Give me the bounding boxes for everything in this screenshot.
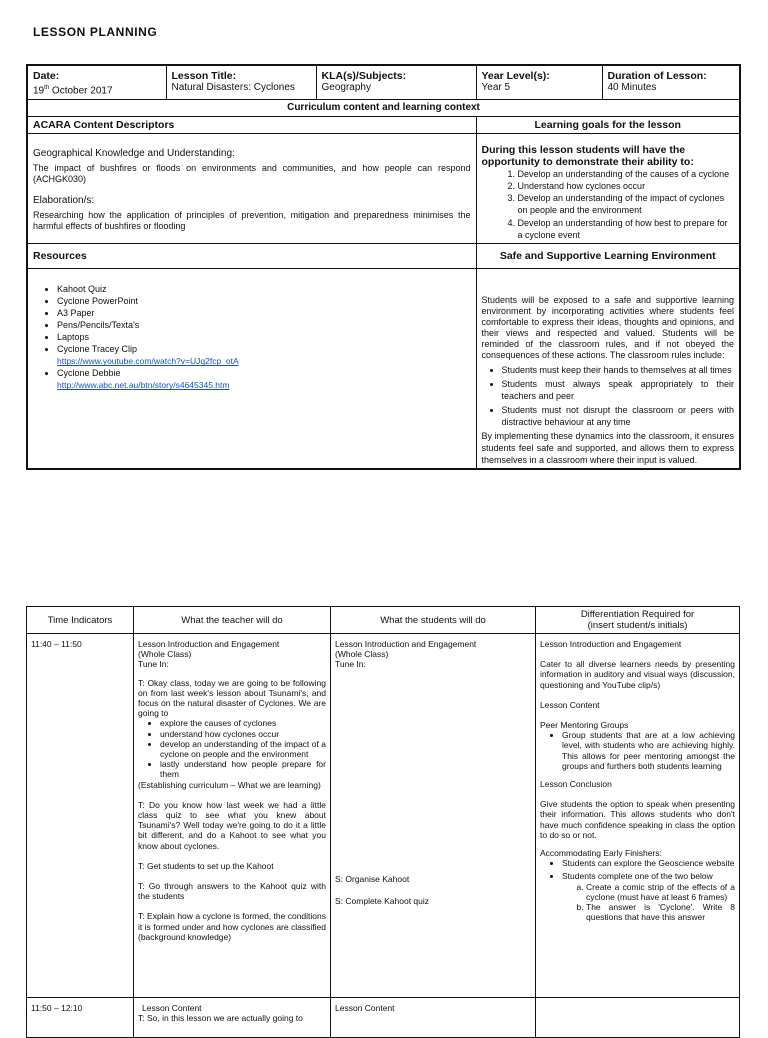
table-row <box>27 634 740 998</box>
list-item: 2. Understand how cyclones occur <box>518 180 735 192</box>
duration-value: 40 Minutes <box>607 82 657 93</box>
resources-list <box>33 283 471 391</box>
lesson-title-cell <box>166 65 316 100</box>
resources-cell <box>27 269 476 470</box>
lesson-overview-table <box>26 64 741 470</box>
list-item: • Group students that are at a low achieving level, with students who are achieving highly. This allows for peer mentoring amongst the groups and furthers both students learning <box>562 730 735 771</box>
duration-cell <box>602 65 740 100</box>
lesson-details-row <box>27 65 740 100</box>
list-item: a. Create a comic strip of the effects of a cyclone (must have at least 6 frames) <box>586 882 735 902</box>
gk-title: Geographical Knowledge and Understanding: <box>33 148 235 160</box>
list-item: • explore the causes of cyclones <box>160 718 326 728</box>
teacher-cell: Lesson Introduction and Engagement (Whole Class) Tune In: T: Okay class, today we are going to be following on from last week's lesson about Tsunami's, and focus on the natural disaster of Cyclones. We are going to • explore the causes of cyclones • understand how cyclones occur • develop an understanding of the impact of a cyclone on people and the environment • lastly understand how people prepare for them (Establishing curriculum – What we are learning) T: Do you know how last week we had a little class quiz to see what you knew about Tsunami's? Well today we're going to do it a little bit different, and do a Kahoot to see what you know about cyclones. T: Get students to set up the Kahoot T: Go through answers to the Kahoot quiz with the students T: Explain how a cyclone is formed, the conditions it is formed under and how cyclones are classified (background knowledge) <box>134 634 331 998</box>
list-item <box>57 367 471 391</box>
teacher-intro-text: T: Okay class, today we are going to be following on from last week's lesson about Tsunami's, and focus on the natural disaster of Cyclones. We are going to <box>138 677 326 719</box>
safe-intro: Students will be exposed to a safe and supportive learning environment by incorporating activities where students feel comfortable to express their ideas, thoughts and opinions, and their views and respected and valued. Students will be reminded of the classroom rules, and if not obeyed the consequences of these actions. The classroom rules include: <box>481 295 734 361</box>
early-finishers-list <box>540 858 735 922</box>
list-item: b. The answer is 'Cyclone'. Write 8 questions that have this answer <box>586 902 735 922</box>
clip-link[interactable]: http://www.abc.net.au/btn/story/s4645345.htm <box>57 380 230 391</box>
early-finisher-options <box>562 882 735 923</box>
students-phase-title: Lesson Introduction and Engagement <box>335 639 477 649</box>
learning-goals-cell <box>476 134 740 244</box>
peer-mentoring-list <box>540 730 735 771</box>
teacher-phase-title: Lesson Introduction and Engagement <box>138 639 280 649</box>
list-item: • develop an understanding of the impact of a cyclone on people and the environment <box>160 739 326 759</box>
classroom-rules-list <box>482 364 735 428</box>
lesson-title-label: Lesson Title: <box>171 70 237 82</box>
document-title: LESSON PLANNING <box>33 25 158 39</box>
students-cell: Lesson Introduction and Engagement (Whole Class) Tune In: S: Organise Kahoot S: Complete Kahoot quiz <box>331 634 536 998</box>
acara-heading: ACARA Content Descriptors <box>27 117 476 134</box>
students-cell <box>331 998 536 1038</box>
list-item: 3. Develop an understanding of the impact of cyclones on people and the environment <box>518 192 735 216</box>
list-item: • A3 Paper <box>57 307 471 319</box>
curriculum-heading: Curriculum content and learning context <box>27 100 740 117</box>
students-phase-title: Lesson Content <box>335 1003 395 1013</box>
elaboration-text: Researching how the application of principles of prevention, mitigation and preparedness minimises the harmful effects of bushfires or flooding <box>33 210 471 232</box>
differentiation-cell <box>536 998 740 1038</box>
list-item: • Students can explore the Geoscience website <box>562 858 735 868</box>
list-item: • Students must not disrupt the classroom or peers with distractive behaviour at any time <box>502 404 735 428</box>
year-level-cell <box>476 65 602 100</box>
clip-label: • Cyclone Tracey Clip <box>57 344 138 355</box>
teacher-objectives-list <box>138 718 326 779</box>
clip-label: • Cyclone Debbie <box>57 368 121 379</box>
list-item <box>57 343 471 367</box>
list-item: • Pens/Pencils/Texta's <box>57 319 471 331</box>
list-item: • Kahoot Quiz <box>57 283 471 295</box>
year-level-label: Year Level(s): <box>481 70 550 82</box>
duration-label: Duration of Lesson: <box>607 70 707 82</box>
goals-list <box>482 168 735 241</box>
list-item: • Cyclone PowerPoint <box>57 295 471 307</box>
elaboration-title: Elaboration/s: <box>33 195 95 207</box>
date-label: Date: <box>33 70 60 82</box>
teacher-phase-title: Lesson Content <box>142 1003 202 1013</box>
col-header-teacher: What the teacher will do <box>134 607 331 634</box>
resources-heading: Resources <box>27 244 476 269</box>
col-header-students: What the students will do <box>331 607 536 634</box>
lesson-title-value: Natural Disasters: Cyclones <box>171 82 295 93</box>
gk-text: The impact of bushfires or floods on environments and communities, and how people can respond (ACHGK030) <box>33 163 471 185</box>
goals-intro: During this lesson students will have the opportunity to demonstrate their ability to: <box>481 144 694 169</box>
safe-environment-heading: Safe and Supportive Learning Environment <box>476 244 740 269</box>
list-item: • Students must always speak appropriately to their teachers and peer <box>502 378 735 402</box>
table-header-row <box>27 607 740 634</box>
list-item: • Students must keep their hands to themselves at all times <box>502 364 735 376</box>
clip-link[interactable]: https://www.youtube.com/watch?v=UJq2fcp_otA <box>57 356 239 367</box>
year-level-value: Year 5 <box>481 82 511 93</box>
kla-label: KLA(s)/Subjects: <box>321 70 407 82</box>
table-row <box>27 998 740 1038</box>
safe-closing: By implementing these dynamics into the classroom, it ensures students feel safe and supported, and allows them to express themselves in a classroom where their input is valued. <box>481 431 734 466</box>
col-header-time: Time Indicators <box>27 607 134 634</box>
list-item: 1. Develop an understanding of the causes of a cyclone <box>518 168 735 180</box>
kla-cell <box>316 65 476 100</box>
list-item: • understand how cyclones occur <box>160 729 326 739</box>
differentiation-cell: Lesson Introduction and Engagement Cater to all diverse learners needs by presenting information in auditory and visual ways (discussion, questioning and YouTube clip/s) Lesson Content Peer Mentoring Groups • Group students that are at a low achieving level, with students who are achieving highly. This allows for peer mentoring amongst the groups and furthers both students learning Lesson Conclusion Give students the option to speak when presenting their information. This allows students who don't have much confidence speaking in class the option to do so or not. Accommodating Early Finishers: • Students can explore the Geoscience website • Students complete one of the two below a. Create a comic strip of the effects of a cyclone (must have at least 6 frames) b. The answer is 'Cyclone'. Write 8 questions that have this answer <box>536 634 740 998</box>
date-cell <box>27 65 166 100</box>
safe-environment-cell <box>476 269 740 470</box>
time-cell: 11:40 – 11:50 <box>27 634 134 998</box>
time-cell: 11:50 – 12:10 <box>27 998 134 1038</box>
list-item: 4. Develop an understanding of how best to prepare for a cyclone event <box>518 217 735 241</box>
col-header-differentiation: Differentiation Required for (insert student/s initials) <box>536 607 740 634</box>
date-value: 19th October 2017 <box>33 85 113 97</box>
learning-goals-heading: Learning goals for the lesson <box>476 117 740 134</box>
list-item: • Students complete one of the two below a. Create a comic strip of the effects of a cyclone (must have at least 6 frames) b. The answer is 'Cyclone'. Write 8 questions that have this answer <box>562 871 735 922</box>
teacher-cell: Lesson Content T: So, in this lesson we are actually going to <box>134 998 331 1038</box>
acara-descriptors-cell <box>27 134 476 244</box>
lesson-plan-table <box>26 606 740 1038</box>
student-action: S: Organise Kahoot <box>335 873 410 884</box>
student-action: S: Complete Kahoot quiz <box>335 895 430 906</box>
kla-value: Geography <box>321 82 371 93</box>
list-item: • lastly understand how people prepare for them <box>160 759 326 779</box>
list-item: • Laptops <box>57 331 471 343</box>
